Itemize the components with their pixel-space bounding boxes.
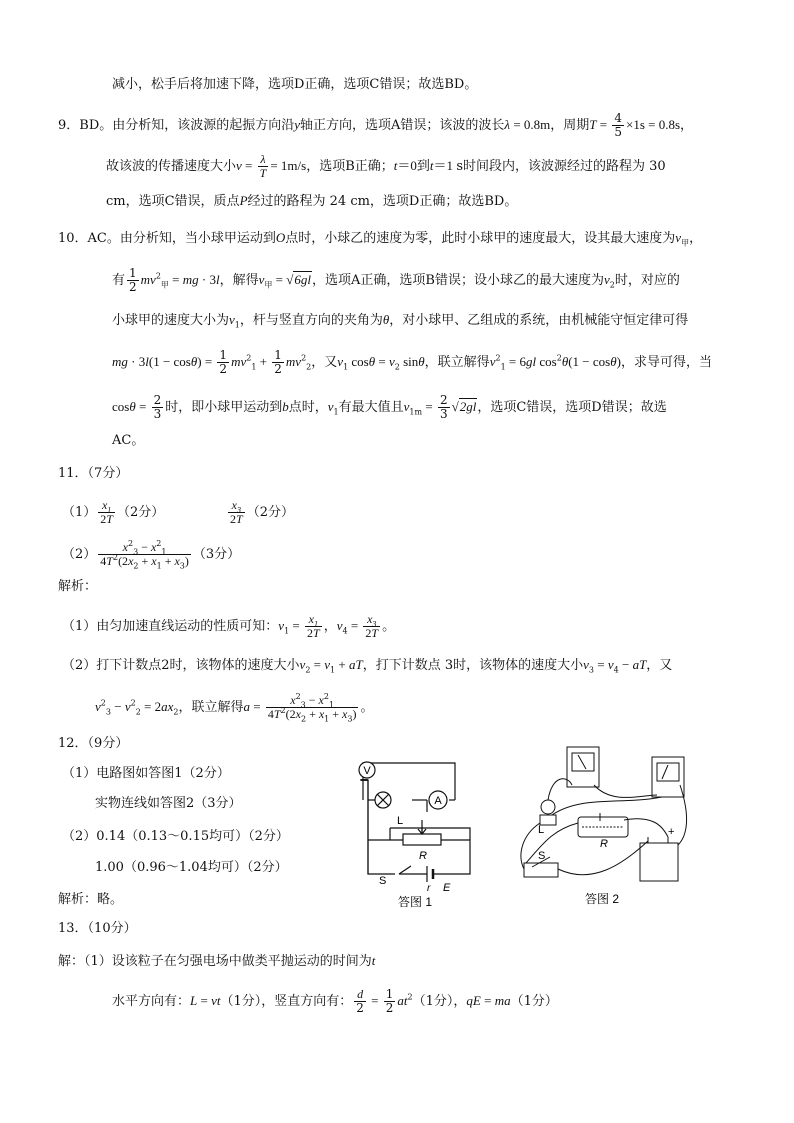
answer-8-tail: 减小，松手后将加速下降，选项D正确，选项C错误；故选BD。 <box>112 77 478 92</box>
answer-10-line1: 10．AC。由分析知，当小球甲运动到O点时，小球乙的速度为零，此时小球甲的速度最大，设其最大速度为$v_甲$， <box>58 230 703 248</box>
switch-device <box>524 863 558 877</box>
answer-10-line3: 小球甲的速度大小为$v_1$，杆与竖直方向的夹角为θ，对小球甲、乙组成的系统，由机械能守恒定律可得 <box>112 312 689 330</box>
lamp-bulb <box>541 800 555 814</box>
circuit-diagram-figure <box>355 760 490 910</box>
answer-9-line1: 9．BD。由分析知，该波源的起振方向沿y轴正方向，选项A错误；该波的波长λ = 0.8m，周期T = $\frac{4}{5}$ ×1s = 0.8s， <box>58 111 694 139</box>
answer-12-header: 12．（9分） <box>58 736 129 751</box>
ammeter-label: A <box>434 795 442 807</box>
answer-11-part1: （1） $\frac{x_1}{2T}$ （2分） <box>62 498 165 526</box>
answer-13-line2: 水平方向有：L = vt（1分），竖直方向有： $\frac{d}{2}$ = $\frac{1}{2}$ $at^2(1$分），qE = ma（1分） <box>112 987 558 1015</box>
answer-11-part2: （2） $\frac{x^2_3 - x^2_1}{4T^2(2x_2 + x_1 + x_3)}$ （3分） <box>62 539 241 571</box>
figure-2-caption: 答图 2 <box>584 892 620 906</box>
answer-10-line4: mg · 3l(1 − cosθ) = $\frac{1}{2}$ $mv^2_1$ + $\frac{1}{2}$ $mv^2_2$，又$v_1$ $\cos\theta = v_2$ sinθ，联立解得$v^2_1 = 6gl$ $\cos^2\theta(1 - \cos\theta)$，求导可得，当 <box>112 348 712 376</box>
answer-9-line3: cm，选项C错误，质点P经过的路程为 24 cm，选项D正确；故选BD。 <box>106 193 518 209</box>
lamp-device-label: L <box>538 824 545 836</box>
answer-11-analysis-3: $v^2_3 - v^2_2 = 2ax_2$，联立解得a = $\frac{x^2_3 - x^2_1}{4T^2(2x_2 + x_1 + x_3)}$ 。 <box>95 692 374 724</box>
switch-label: S <box>379 875 387 887</box>
answer-12-line2: 实物连线如答图2（3分） <box>95 796 242 811</box>
answer-12-line4: 1.00（0.96～1.04均可）（2分） <box>95 860 288 875</box>
switch-device-label: S <box>538 850 546 862</box>
answer-11-part1b: $\frac{x_3}{2T}$ （2分） <box>230 498 294 526</box>
voltmeter-label: V <box>363 765 371 777</box>
answer-10-line5: cosθ = $\frac{2}{3}$ 时，即小球甲运动到b点时，$v_1$有最大值且$v_{1m}$ = $\frac{2}{3}$ √2gl，选项C错误，选项D错误；故选 <box>112 393 667 421</box>
answer-12-line1: （1）电路图如答图1（2分） <box>62 766 230 781</box>
answer-13-line1: 解：（1）设该粒子在匀强电场中做类平抛运动的时间为t <box>58 953 376 969</box>
figure-1-caption: 答图 1 <box>397 895 433 909</box>
rheostat-device-label: R <box>600 838 608 850</box>
answer-12-analysis: 解析：略。 <box>58 892 124 907</box>
battery-plus-label: + <box>668 826 675 838</box>
answer-9-line2: 故该波的传播速度大小v = $\frac{\lambda}{T}$ = 1m/s，选项B正确；t＝0到t＝1 s时间段内，该波源经过的路程为 30 <box>106 152 666 180</box>
wiring-photo-figure <box>512 745 692 910</box>
answer-13-header: 13．（10分） <box>58 921 137 936</box>
answer-11-analysis-2: （2）打下计数点2时，该物体的速度大小$v_2 = v_1$ + aT，打下计数点 3时，该物体的速度大小$v_3 = v_4$ − aT，又 <box>62 657 673 675</box>
answer-10-line2: 有 $\frac{1}{2}$ $mv^2_甲$ = mg · 3l，解得$v_甲 = √6gl$，选项A正确，选项B错误；设小球乙的最大速度为$v_2$时，对应的 <box>112 266 680 294</box>
lamp-label: L <box>397 815 404 827</box>
battery-device <box>640 843 678 881</box>
answer-12-line3: （2）0.14（0.13～0.15均可）（2分） <box>62 829 289 844</box>
emf-label: E <box>443 882 451 894</box>
resistor-symbol <box>403 834 441 845</box>
resistor-label: R <box>419 850 427 862</box>
answer-11-header: 11．（7分） <box>58 466 129 481</box>
answer-11-analysis-label: 解析： <box>58 579 98 594</box>
answer-10-line6: AC。 <box>112 433 145 448</box>
answer-11-analysis-1: （1）由匀加速直线运动的性质可知：$v_1$ = $\frac{x_1}{2T}$ ，$v_4$ = $\frac{x_3}{2T}$ 。 <box>62 612 396 640</box>
internal-resistance-label: r <box>427 883 431 894</box>
